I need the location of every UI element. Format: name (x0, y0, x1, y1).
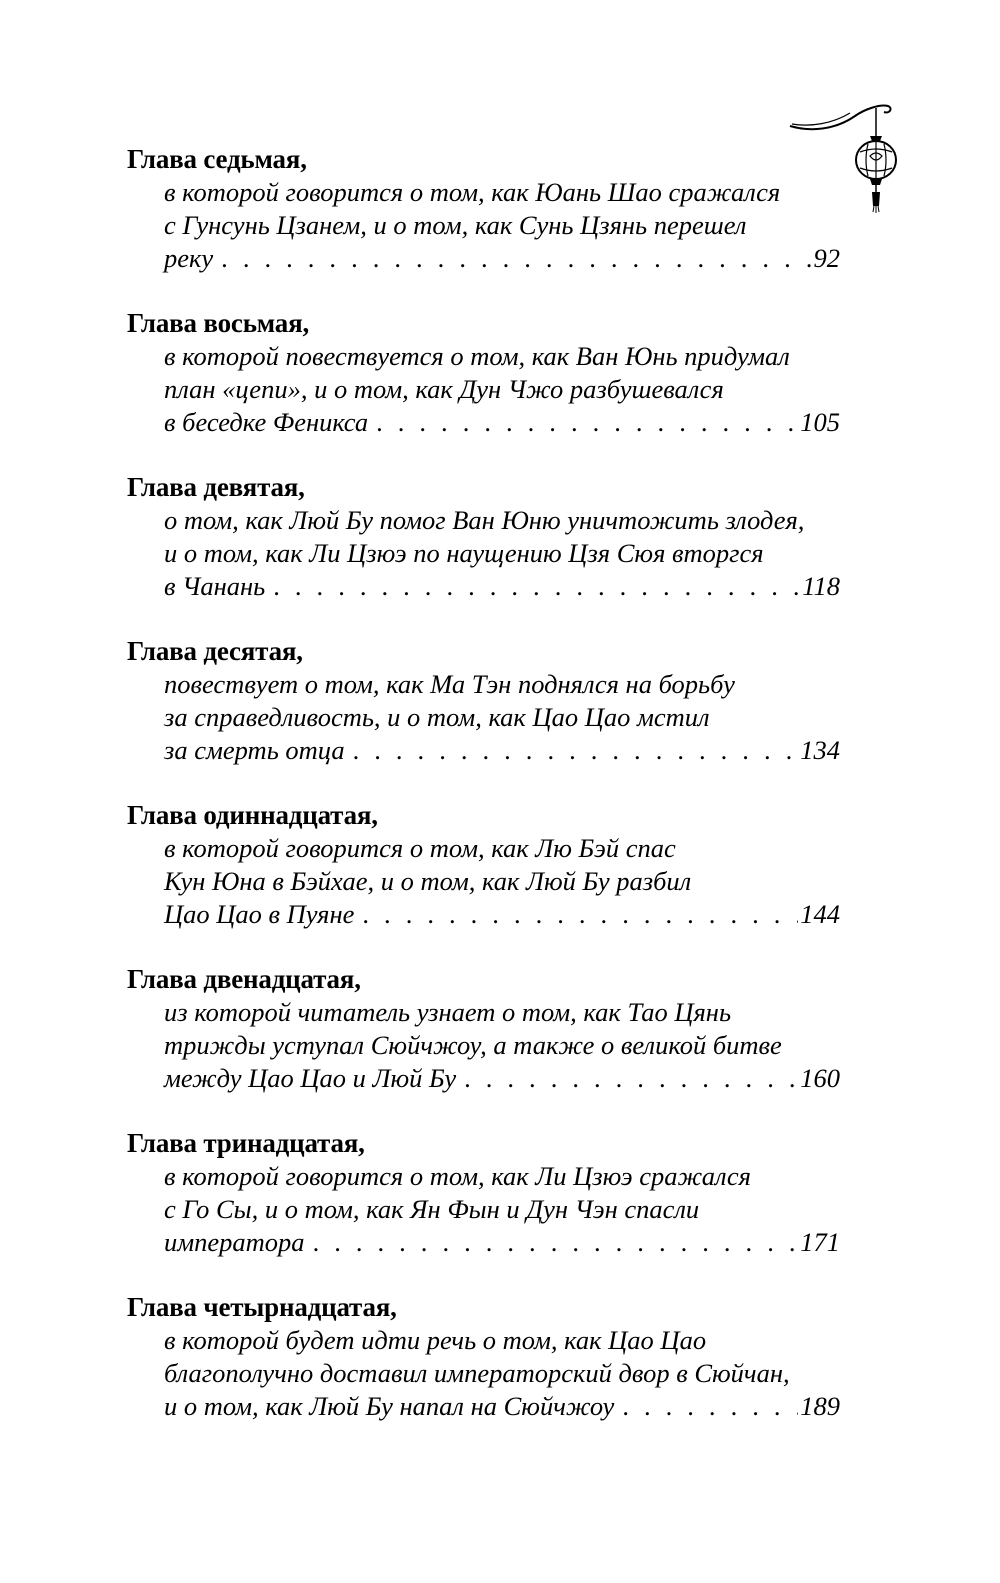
description-line: в Чанань (164, 571, 266, 601)
chapter-title: Глава четырнадцатая, (127, 1292, 397, 1322)
description-line: из которой читатель узнает о том, как Тао Цянь (164, 997, 732, 1027)
page-number: 134 (800, 735, 840, 765)
dot-leader (368, 406, 798, 439)
page-number: 92 (813, 243, 840, 273)
dot-leader (345, 734, 799, 767)
description-line: в которой говорится о том, как Юань Шао сражался (164, 177, 781, 207)
description-last-line (164, 242, 840, 275)
description-line: между Цао Цао и Люй Бу (164, 1063, 457, 1093)
description-line: в которой повествуется о том, как Ван Юнь придумал (164, 341, 790, 371)
chapter-description (164, 340, 840, 439)
toc-entry (127, 1126, 840, 1259)
table-of-contents (127, 142, 840, 1423)
description-line: реку (164, 243, 214, 273)
description-line: в беседке Феникса (164, 407, 369, 437)
toc-entry (127, 142, 840, 275)
description-line: в которой говорится о том, как Ли Цзюэ сражался (164, 1161, 751, 1191)
description-line: за справедливость, и о том, как Цао Цао мстил (164, 702, 710, 732)
chapter-description (164, 832, 840, 931)
dot-leader (354, 898, 798, 931)
description-line: трижды уступал Сюйчжоу, а также о великой битве (164, 1030, 782, 1060)
chapter-description (164, 1324, 840, 1423)
toc-entry (127, 962, 840, 1095)
dot-leader (265, 570, 800, 603)
page-number: 118 (802, 571, 840, 601)
description-line: с Гунсунь Цзанем, и о том, как Сунь Цзянь перешел (164, 210, 747, 240)
description-line: о том, как Люй Бу помог Ван Юню уничтожить злодея, (164, 505, 805, 535)
dot-leader (456, 1062, 798, 1095)
chapter-title: Глава тринадцатая, (127, 1128, 365, 1158)
chapter-title: Глава девятая, (127, 472, 305, 502)
toc-entry (127, 306, 840, 439)
chapter-description (164, 504, 840, 603)
description-line: и о том, как Ли Цзюэ по наущению Цзя Сюя вторгся (164, 538, 764, 568)
page-number: 189 (800, 1391, 840, 1421)
description-last-line (164, 734, 840, 767)
description-last-line (164, 570, 840, 603)
toc-entry (127, 470, 840, 603)
description-last-line (164, 1226, 840, 1259)
chapter-description (164, 668, 840, 767)
chapter-description (164, 176, 840, 275)
description-line: план «цепи», и о том, как Дун Чжо разбушевался (164, 374, 724, 404)
dot-leader (614, 1390, 798, 1423)
page-number: 160 (800, 1063, 840, 1093)
description-line: повествует о том, как Ма Тэн поднялся на борьбу (164, 669, 735, 699)
toc-entry (127, 798, 840, 931)
toc-entry (127, 634, 840, 767)
chapter-title: Глава восьмая, (127, 308, 310, 338)
description-line: Кун Юна в Бэйхае, и о том, как Люй Бу разбил (164, 866, 692, 896)
chapter-title: Глава одиннадцатая, (127, 800, 378, 830)
dot-leader (305, 1226, 799, 1259)
description-last-line (164, 1062, 840, 1095)
description-line: и о том, как Люй Бу напал на Сюйчжоу (164, 1391, 615, 1421)
chapter-title: Глава десятая, (127, 636, 303, 666)
chapter-title: Глава двенадцатая, (127, 964, 361, 994)
description-line: благополучно доставил императорский двор в Сюйчан, (164, 1358, 790, 1388)
dot-leader (213, 242, 811, 275)
description-last-line (164, 1390, 840, 1423)
description-last-line (164, 406, 840, 439)
page-number: 144 (800, 899, 840, 929)
description-line: с Го Сы, и о том, как Ян Фын и Дун Чэн спасли (164, 1194, 700, 1224)
chapter-description (164, 996, 840, 1095)
description-line: императора (164, 1227, 305, 1257)
description-line: Цао Цао в Пуяне (164, 899, 355, 929)
description-line: за смерть отца (164, 735, 345, 765)
description-line: в которой говорится о том, как Лю Бэй спас (164, 833, 676, 863)
page-number: 105 (800, 407, 840, 437)
toc-entry (127, 1290, 840, 1423)
description-last-line (164, 898, 840, 931)
page-number: 171 (800, 1227, 840, 1257)
description-line: в которой будет идти речь о том, как Цао Цао (164, 1325, 707, 1355)
chapter-title: Глава седьмая, (127, 144, 307, 174)
chapter-description (164, 1160, 840, 1259)
